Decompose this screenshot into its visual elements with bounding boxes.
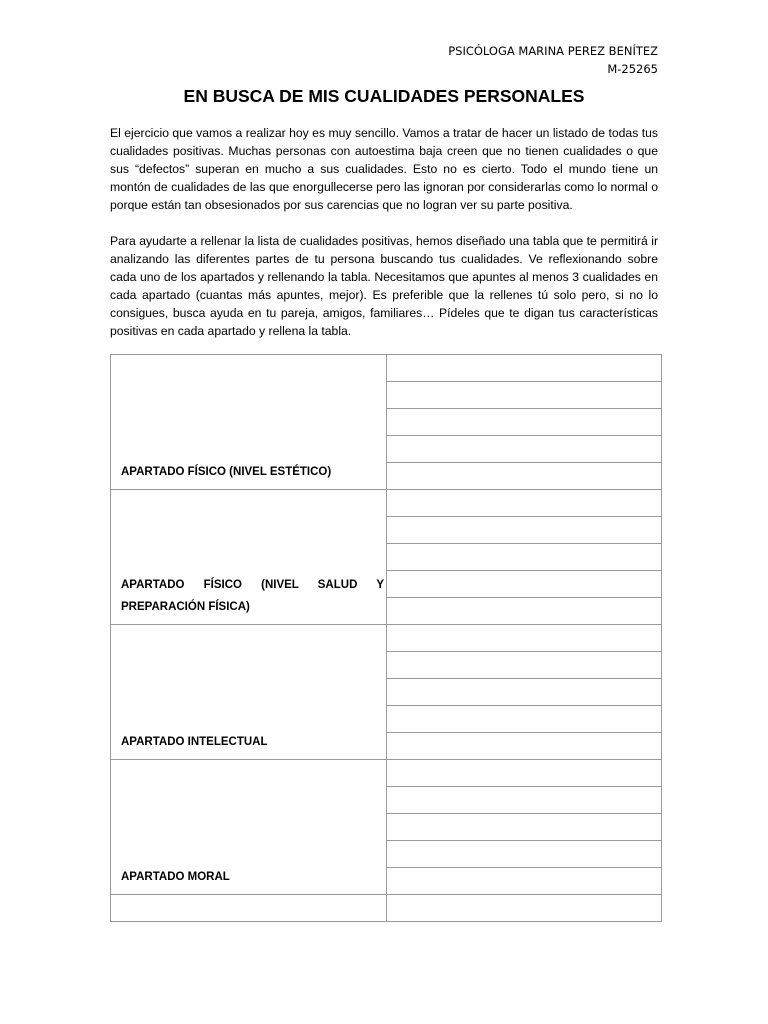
answer-cell[interactable] <box>387 598 662 625</box>
answer-cell[interactable] <box>387 841 662 868</box>
section-label-intellectual: APARTADO INTELECTUAL <box>111 625 387 760</box>
answer-cell[interactable] <box>387 436 662 463</box>
answer-cell[interactable] <box>387 679 662 706</box>
answer-cell[interactable] <box>387 625 662 652</box>
answer-cell[interactable] <box>387 544 662 571</box>
answer-cell[interactable] <box>387 355 662 382</box>
table-row <box>111 760 662 787</box>
answer-cell[interactable] <box>387 760 662 787</box>
section-label-moral: APARTADO MORAL <box>111 760 387 895</box>
table-row <box>111 895 662 922</box>
answer-cell[interactable] <box>387 517 662 544</box>
table-row <box>111 355 662 382</box>
answer-cell[interactable] <box>387 706 662 733</box>
answer-cell[interactable] <box>387 463 662 490</box>
answer-cell[interactable] <box>387 490 662 517</box>
instructions-paragraph: Para ayudarte a rellenar la lista de cualidades positivas, hemos diseñado una tabla que te permitirá ir analizando las diferentes partes de tu persona buscando tus cualidades. Ve reflexionando sobre cada uno de los apartados y rellenando la tabla. Necesitamos que apuntes al menos 3 cualidades en cada apartado (cuantas más apuntes, mejor). Es preferible que la rellenes tú solo pero, si no lo consigues, busca ayuda en tu pareja, amigos, familiares… Pídeles que te digan tus características positivas en cada apartado y rellena la tabla. <box>110 234 658 338</box>
empty-cell[interactable] <box>111 895 387 922</box>
document-header <box>448 42 658 78</box>
answer-cell[interactable] <box>387 814 662 841</box>
license-number: M-25265 <box>607 62 658 76</box>
answer-cell[interactable] <box>387 868 662 895</box>
answer-cell[interactable] <box>387 382 662 409</box>
answer-cell[interactable] <box>387 409 662 436</box>
table-row <box>111 490 662 517</box>
section-label-physical-aesthetic: APARTADO FÍSICO (NIVEL ESTÉTICO) <box>111 355 387 490</box>
answer-cell[interactable] <box>387 571 662 598</box>
table-row <box>111 625 662 652</box>
section-label-physical-health: APARTADO FÍSICO (NIVEL SALUD Y PREPARACIÓN FÍSICA) <box>111 490 387 625</box>
document-title: EN BUSCA DE MIS CUALIDADES PERSONALES <box>183 86 585 106</box>
answer-cell[interactable] <box>387 733 662 760</box>
intro-paragraph: El ejercicio que vamos a realizar hoy es muy sencillo. Vamos a tratar de hacer un listado de todas tus cualidades positivas. Muchas personas con autoestima baja creen que no tienen cualidades o que sus “defectos” superan en mucho a sus cualidades. Esto no es cierto. Todo el mundo tiene un montón de cualidades de las que enorgullecerse pero las ignoran por considerarlas como lo normal o porque están tan obsesionados por sus carencias que no logran ver su parte positiva. <box>110 126 658 212</box>
author-name: PSICÓLOGA MARINA PEREZ BENÍTEZ <box>448 44 658 58</box>
answer-cell[interactable] <box>387 895 662 922</box>
answer-cell[interactable] <box>387 652 662 679</box>
qualities-table <box>110 354 662 922</box>
answer-cell[interactable] <box>387 787 662 814</box>
